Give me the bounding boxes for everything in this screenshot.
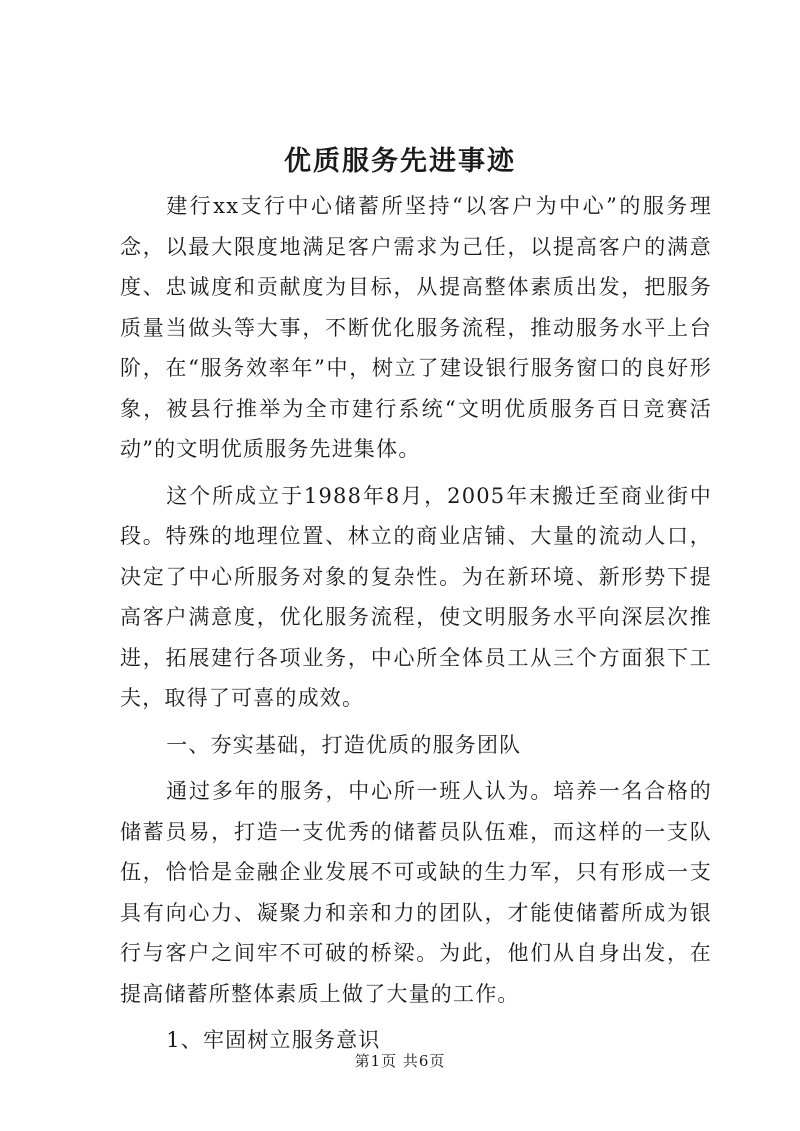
paragraph-intro: 建行xx支行中心储蓄所坚持“以客户为中心”的服务理念，以最大限度地满足客户需求为己任，以提高客户的满意度、忠诚度和贡献度为目标，从提高整体素质出发，把服务质量当做头等大事，不断优化服务流程，推动服务水平上台阶，在“服务效率年”中，树立了建设银行服务窗口的良好形象，被县行推举为全市建行系统“文明优质服务百日竞赛活动”的文明优质服务先进集体。 — [120, 194, 712, 461]
page-number-footer: 第1页 共6页 — [354, 1052, 446, 1070]
subsection-heading-1: 1、牢固树立服务意识 — [166, 1028, 381, 1052]
section-heading-1: 一、夯实基础，打造优质的服务团队 — [166, 732, 522, 757]
document-title: 优质服务先进事迹 — [284, 146, 516, 177]
paragraph-team: 通过多年的服务，中心所一班人认为。培养一名合格的储蓄员易，打造一支优秀的储蓄员队伍难，而这样的一支队伍，恰恰是金融企业发展不可或缺的生力军，只有形成一支具有向心力、凝聚力和亲和力的团队，才能使储蓄所成为银行与客户之间牢不可破的桥梁。为此，他们从自身出发，在提高储蓄所整体素质上做了大量的工作。 — [120, 779, 712, 1006]
paragraph-history: 这个所成立于1988年8月，2005年末搬迁至商业街中段。特殊的地理位置、林立的商业店铺、大量的流动人口，决定了中心所服务对象的复杂性。为在新环境、新形势下提高客户满意度，优化服务流程，使文明服务水平向深层次推进，拓展建行各项业务，中心所全体员工从三个方面狠下工夫，取得了可喜的成效。 — [120, 483, 712, 710]
document-body — [120, 186, 712, 1061]
